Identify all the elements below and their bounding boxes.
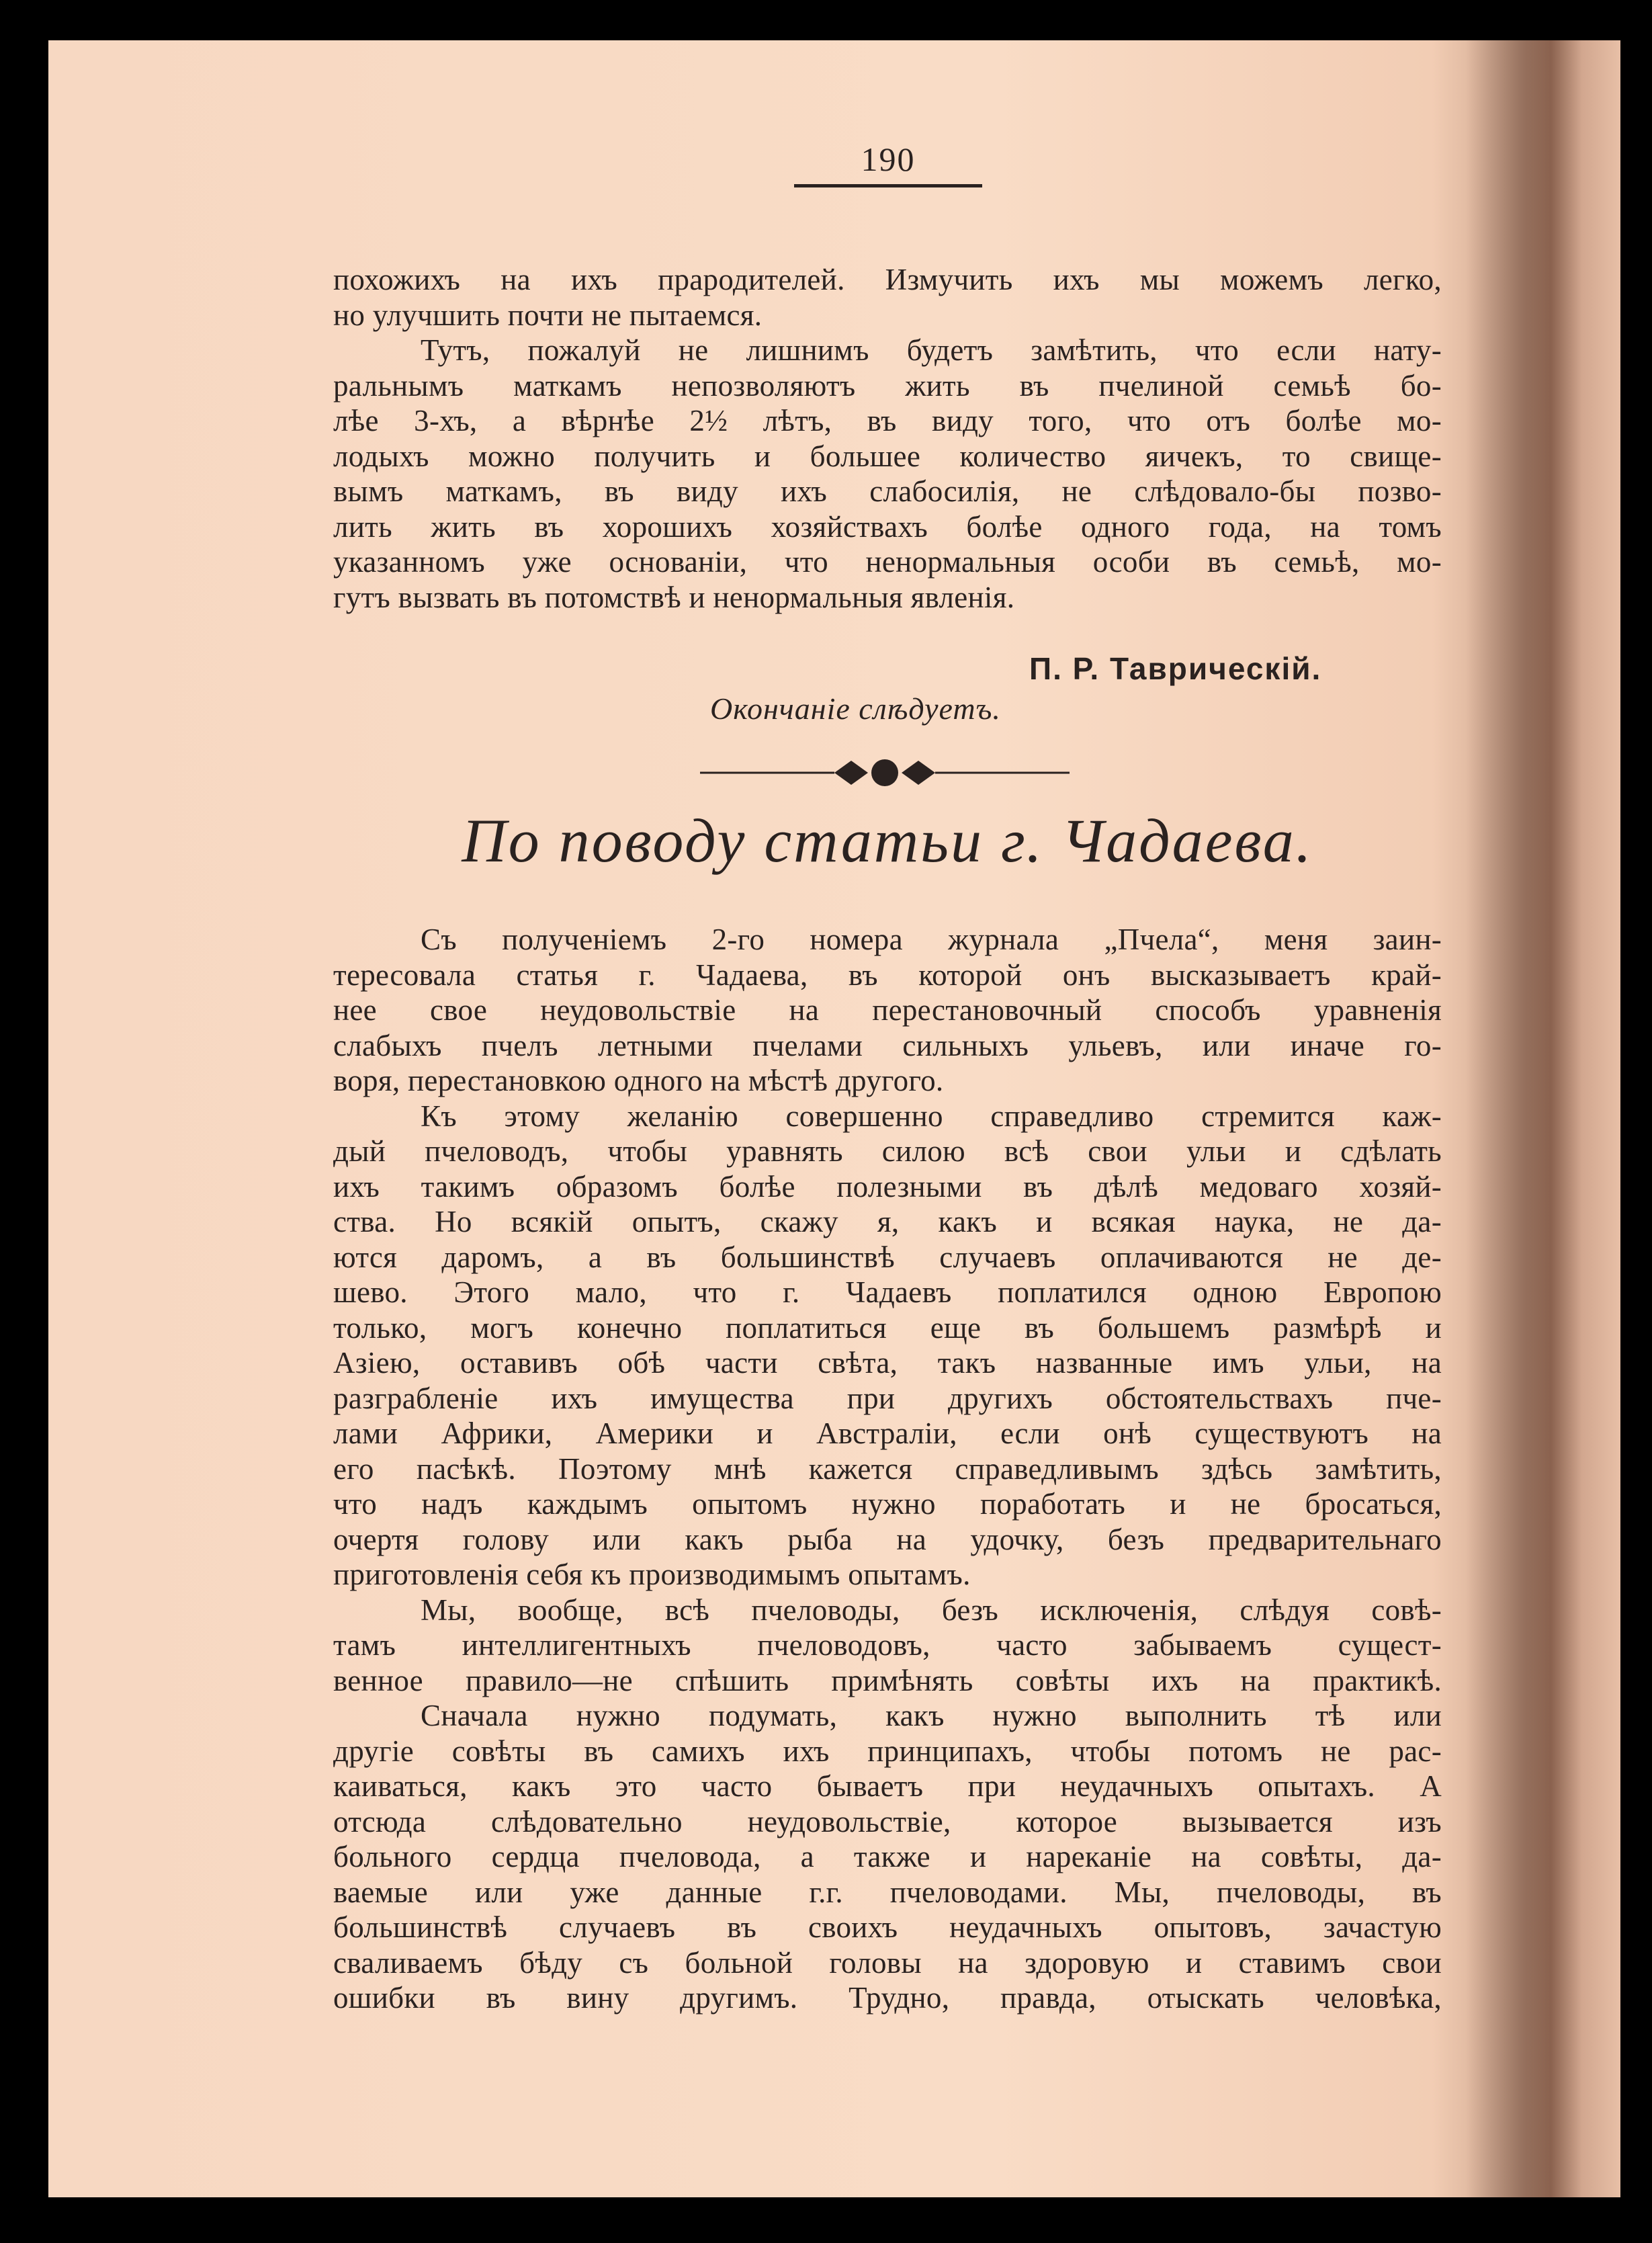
- text-line: другіе совѣты въ самихъ ихъ принципахъ, чтобы потомъ не рас-: [333, 1734, 1442, 1768]
- text-line: приготовленія себя къ производимымъ опытамъ.: [333, 1558, 971, 1591]
- author-signature: П. Р. Таврическій.: [1029, 651, 1322, 686]
- text-line: воря, перестановкою одного на мѣстѣ другого.: [333, 1064, 944, 1097]
- text-line: большинствѣ случаевъ въ своихъ неудачныхъ опытовъ, зачастую: [333, 1910, 1442, 1944]
- text-line: ваемые или уже данные г.г. пчеловодами. Мы, пчеловоды, въ: [333, 1875, 1442, 1909]
- text-line: лить жить въ хорошихъ хозяйствахъ болѣе одного года, на томъ: [333, 509, 1442, 544]
- text-line: гутъ вызвать въ потомствѣ и ненормальныя явленія.: [333, 580, 1015, 614]
- text-line: похожихъ на ихъ прародителей. Измучить ихъ мы можемъ легко,: [333, 263, 1442, 296]
- text-line: тересовала статья г. Чадаева, въ которой онъ высказываетъ край-: [333, 958, 1442, 992]
- text-line: Сначала нужно подумать, какъ нужно выполнить тѣ или: [421, 1699, 1442, 1732]
- text-line: ства. Но всякій опытъ, скажу я, какъ и всякая наука, не да-: [333, 1205, 1442, 1238]
- text-line: но улучшить почти не пытаемся.: [333, 298, 763, 332]
- text-line: дый пчеловодъ, чтобы уравнять силою всѣ свои ульи и сдѣлать: [333, 1134, 1442, 1168]
- text-line: Азіею, оставивъ обѣ части свѣта, такъ названные имъ ульи, на: [333, 1346, 1442, 1380]
- text-line: сваливаемъ бѣду съ больной головы на здоровую и ставимъ свои: [333, 1945, 1442, 1980]
- text-line: указанномъ уже основаніи, что ненормальныя особи въ семьѣ, мо-: [333, 545, 1442, 579]
- text-line: шево. Этого мало, что г. Чадаевъ поплатился одною Европою: [333, 1275, 1442, 1309]
- text-line: вымъ маткамъ, въ виду ихъ слабосилія, не слѣдовало-бы позво-: [333, 474, 1442, 508]
- text-line: его пасѣкѣ. Поэтому мнѣ кажется справедливымъ здѣсь замѣтить,: [333, 1451, 1442, 1486]
- text-line: венное правило—не спѣшить примѣнять совѣты ихъ на практикѣ.: [333, 1663, 1442, 1697]
- text-line: что надъ каждымъ опытомъ нужно поработать и не бросаться,: [333, 1487, 1442, 1521]
- text-line: ются даромъ, а въ большинствѣ случаевъ оплачиваются не де-: [333, 1240, 1442, 1274]
- page-number: 190: [861, 140, 916, 178]
- book-page: [48, 40, 1620, 2197]
- text-line: ральнымъ маткамъ непозволяютъ жить въ пчелиной семьѣ бо-: [333, 368, 1442, 403]
- continuation-note: Окончаніе слѣдуетъ.: [710, 691, 1001, 726]
- text-line: больного сердца пчеловода, а также и нареканіе на совѣты, да-: [333, 1840, 1442, 1873]
- text-line: лѣе 3-хъ, а вѣрнѣе 2½ лѣтъ, въ виду того, что отъ болѣе мо-: [333, 404, 1442, 437]
- text-line: отсюда слѣдовательно неудовольствіе, которое вызывается изъ: [333, 1804, 1442, 1838]
- text-line: ихъ такимъ образомъ болѣе полезными въ дѣлѣ медоваго хозяй-: [333, 1169, 1442, 1203]
- text-line: ошибки въ вину другимъ. Трудно, правда, отыскать человѣка,: [333, 1981, 1442, 2015]
- text-line: каиваться, какъ это часто бываетъ при неудачныхъ опытахъ. А: [333, 1769, 1442, 1803]
- text-line: лами Африки, Америки и Австраліи, если онѣ существуютъ на: [333, 1416, 1442, 1450]
- text-line: лодыхъ можно получить и большее количество яичекъ, то свище-: [333, 439, 1442, 473]
- text-line: тамъ интеллигентныхъ пчеловодовъ, часто забываемъ сущест-: [333, 1628, 1442, 1662]
- section-1-text: [333, 262, 1442, 615]
- article-title: По поводу статьи г. Чадаева.: [462, 806, 1313, 875]
- book-spine-shadow: [1466, 40, 1620, 2197]
- text-line: очертя голову или какъ рыба на удочку, безъ предварительнаго: [333, 1522, 1442, 1556]
- text-line: Къ этому желанію совершенно справедливо стремится каж-: [421, 1099, 1442, 1133]
- text-line: Тутъ, пожалуй не лишнимъ будетъ замѣтить, что если нату-: [421, 333, 1442, 367]
- text-line: Съ полученіемъ 2-го номера журнала „Пчела“, меня заин-: [421, 923, 1442, 956]
- text-line: нее свое неудовольствіе на перестановочный способъ уравненія: [333, 993, 1442, 1027]
- ornament-divider: [700, 753, 1070, 793]
- page-number-underline: [794, 184, 982, 187]
- text-line: разграбленіе ихъ имущества при другихъ обстоятельствахъ пче-: [333, 1381, 1442, 1415]
- section-2-text: [333, 922, 1442, 2016]
- text-line: Мы, вообще, всѣ пчеловоды, безъ исключенія, слѣдуя совѣ-: [421, 1593, 1442, 1627]
- text-line: слабыхъ пчелъ летными пчелами сильныхъ ульевъ, или иначе го-: [333, 1028, 1442, 1062]
- text-line: только, могъ конечно поплатиться еще въ большемъ размѣрѣ и: [333, 1310, 1442, 1345]
